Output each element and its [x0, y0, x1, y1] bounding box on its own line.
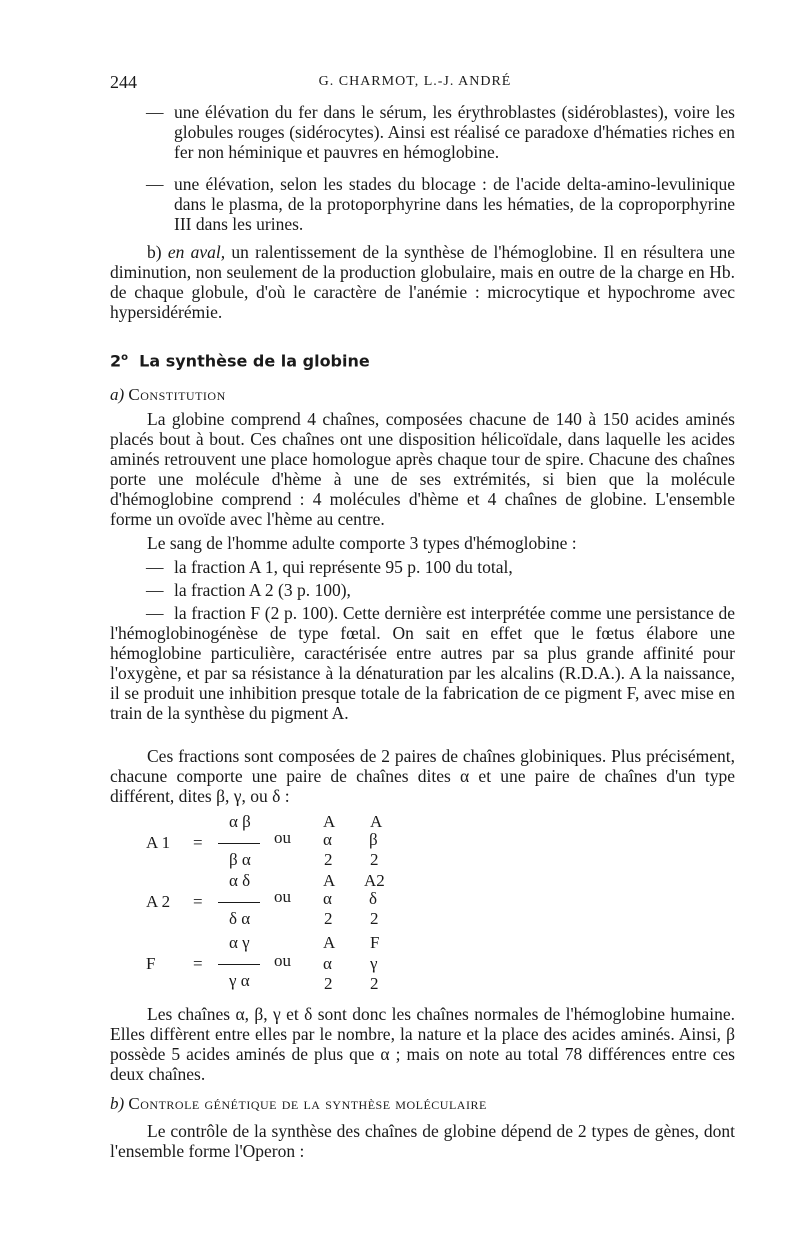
formula-ou: ou	[274, 887, 291, 906]
section-number: 2	[110, 351, 122, 371]
section-sup: o	[121, 352, 129, 363]
formula-eq: =	[193, 833, 203, 852]
formula-r-top2: F	[370, 933, 380, 952]
formula-a2	[146, 871, 446, 931]
formula-name: F	[146, 954, 156, 973]
formula-r-top1: A	[323, 933, 336, 952]
fraction-a2	[146, 580, 351, 600]
formula-numerator: α γ	[229, 933, 250, 952]
formula-numerator: α β	[229, 812, 251, 831]
running-title: G. CHARMOT, L.-J. ANDRÉ	[318, 74, 512, 89]
page-header	[110, 72, 720, 94]
formula-r-bot2: 2	[370, 850, 379, 869]
formula-r-bot2: 2	[370, 974, 379, 993]
paragraph-globine: La globine comprend 4 chaînes, composées chacune de 140 à 150 acides aminés placés bout à bout. Ces chaînes ont une disposition hélicoïdale, dans laquelle les acides aminés retrouvent une place homologue après chaque tour de spire. Chacune des chaînes porte une molécule d'hème à une de ses extrémités, si bien que la molécule d'hémoglobine comprend : 4 molécules d'hème et 4 chaînes de globine. L'ensemble forme un ovoïde avec l'hème au centre.	[110, 409, 735, 529]
dash-item-iron	[146, 102, 735, 162]
dash-marker: —	[146, 174, 164, 194]
formula-name: A 2	[146, 892, 171, 911]
para-b-italic: en aval,	[167, 242, 226, 262]
fraction-text: la fraction A 2 (3 p. 100),	[174, 580, 351, 600]
formula-r-top2: A2	[364, 871, 385, 890]
formula-f	[146, 933, 446, 993]
formula-name: A 1	[146, 833, 171, 852]
fraction-bar	[218, 964, 260, 965]
formula-r-mid2: δ	[369, 889, 378, 908]
formula-numerator: α δ	[229, 871, 251, 890]
formula-ou: ou	[274, 828, 291, 847]
section-heading	[110, 348, 370, 371]
formula-a1	[146, 812, 446, 872]
para-b-text: un ralentissement de la synthèse de l'hémoglobine. Il en résultera une diminution, non seulement de la production globulaire, mais en outre de la charge en Hb. de chaque globule, d'où le caractère de l'anémie : microcytique et hypochrome avec hypersidérémie.	[110, 242, 735, 322]
sub-b-label: b)	[110, 1094, 125, 1113]
sub-a-title: Constitution	[128, 385, 226, 404]
paragraph-chaines: Les chaînes α, β, γ et δ sont donc les chaînes normales de l'hémoglobine humaine. Elles diffèrent entre elles par le nombre, la nature et la place des acides aminés. Ainsi, β possède 5 acides aminés de plus que α ; mais on note au total 78 différences entre ces deux chaînes.	[110, 1004, 735, 1084]
para-b-label: b)	[147, 242, 162, 262]
paragraph-en-aval	[110, 242, 735, 322]
formula-r-bot2: 2	[370, 909, 379, 928]
formula-denominator: β α	[229, 850, 251, 869]
formula-r-top1: A	[323, 871, 336, 890]
paragraph-controle: Le contrôle de la synthèse des chaînes de globine dépend de 2 types de gènes, dont l'ensemble forme l'Operon :	[110, 1121, 735, 1161]
formula-eq: =	[193, 892, 203, 911]
fraction-a1	[146, 557, 513, 577]
dash-marker: —	[146, 102, 164, 122]
fraction-text: la fraction A 1, qui représente 95 p. 100 du total,	[174, 557, 513, 577]
formula-r-mid1: α	[323, 830, 332, 849]
dash-item-text: une élévation, selon les stades du blocage : de l'acide delta-amino-levulinique dans le plasma, de la protoporphyrine dans les hématies, de la coproporphyrine III dans les urines.	[174, 174, 735, 234]
formula-r-bot1: 2	[324, 974, 333, 993]
formula-r-mid2: β	[369, 830, 378, 849]
dash-item-elevation	[146, 174, 735, 234]
formula-r-top1: A	[323, 812, 336, 831]
dash-item-text: une élévation du fer dans le sérum, les érythroblastes (sidéroblastes), voire les globules rouges (sidérocytes). Ainsi est réalisé ce paradoxe d'hématies riches en fer non héminique et pauvres en hémoglobine.	[174, 102, 735, 162]
formula-denominator: γ α	[229, 971, 250, 990]
fraction-bar	[218, 902, 260, 903]
paragraph-sang: Le sang de l'homme adulte comporte 3 types d'hémoglobine :	[147, 533, 577, 553]
dash-marker: —	[146, 603, 164, 623]
fraction-text: la fraction F (2 p. 100). Cette dernière est interprétée comme une persistance de l'hémoglobinogénèse de type fœtal. On sait en effet que le fœtus élabore une hémoglobine particulière, caractérisée entre autres par sa plus grande affinité pour l'oxygène, et par sa résistance à la dénaturation par les alcalins (R.D.A.). A la naissance, il se produit une inhibition presque totale de la fabrication de ce pigment F, avec mise en train de la synthèse du pigment A.	[110, 603, 735, 723]
fraction-bar	[218, 843, 260, 844]
formula-r-mid1: α	[323, 954, 332, 973]
sub-a-label: a)	[110, 385, 125, 404]
section-title: La synthèse de la globine	[139, 351, 370, 371]
page-number: 244	[110, 72, 137, 92]
dash-marker: —	[146, 580, 164, 600]
paragraph-fractions: Ces fractions sont composées de 2 paires de chaînes globiniques. Plus précisément, chacune comporte une paire de chaînes dites α et une paire de chaînes d'un type différent, dites β, γ, ou δ :	[110, 746, 735, 806]
subheading-controle	[110, 1094, 487, 1114]
formula-r-mid1: α	[323, 889, 332, 908]
formula-eq: =	[193, 954, 203, 973]
fraction-f	[110, 603, 735, 723]
formula-r-bot1: 2	[324, 850, 333, 869]
sub-b-title: Controle génétique de la synthèse moléculaire	[128, 1094, 487, 1113]
formula-r-bot1: 2	[324, 909, 333, 928]
formula-ou: ou	[274, 951, 291, 970]
formula-denominator: δ α	[229, 909, 251, 928]
formula-r-top2: A	[370, 812, 383, 831]
subheading-constitution	[110, 385, 226, 405]
formula-r-mid2: γ	[370, 954, 378, 973]
dash-marker: —	[146, 557, 164, 577]
